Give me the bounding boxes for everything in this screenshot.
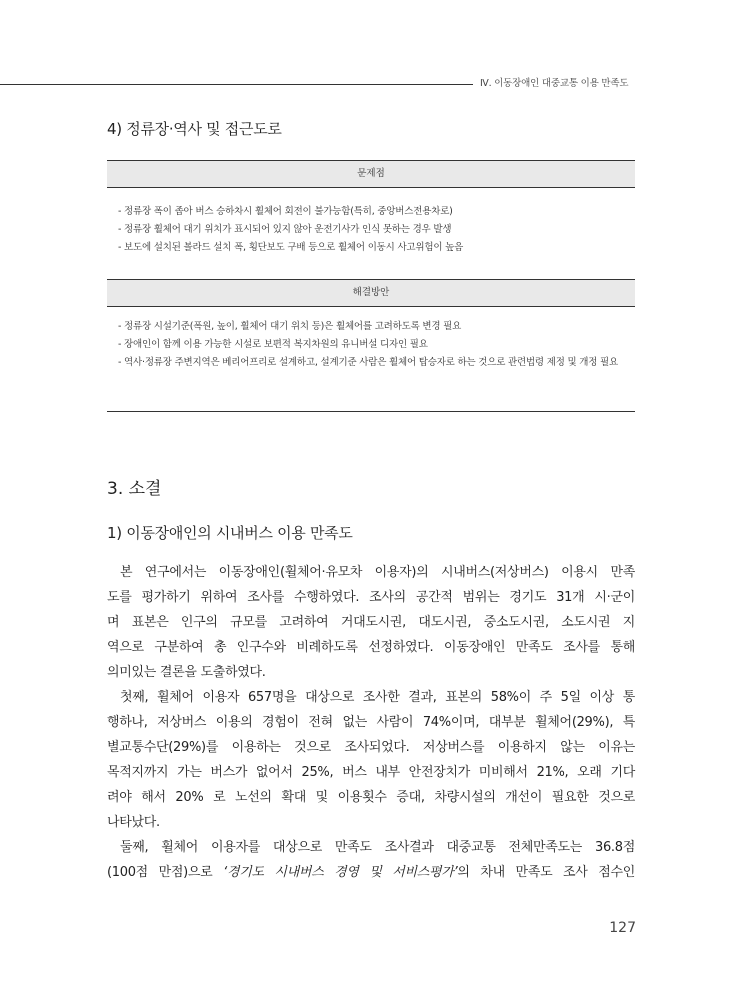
running-header: Ⅳ. 이동장애인 대중교통 이용 만족도 [480,78,629,89]
solutions-box-heading: 해결방안 [107,279,635,307]
paragraph-line: 의미있는 결론을 도출하였다. [107,665,266,680]
solution-item: - 역사·정류장 주변지역은 베리어프리로 설계하고, 설계기준 사람은 휠체어 탑승자로 하는 것으로 관련법령 제정 및 개정 필요 [118,357,619,368]
paragraph-line [107,860,635,885]
paragraph-line: 둘째, 휠체어 이용자를 대상으로 만족도 조사결과 대중교통 전체만족도는 36.8점 [120,840,635,855]
paragraph-line: 나타났다. [107,815,160,830]
paragraph-line: 행하나, 저상버스 이용의 경험이 전혀 없는 사람이 74%이며, 대부분 휠체어(29%), 특 [107,715,635,730]
solutions-box-bottom-rule [107,411,635,412]
paragraph-line: 본 연구에서는 이동장애인(휠체어·유모차 이용자)의 시내버스(저상버스) 이용시 만족 [120,565,635,580]
body-paragraph-3 [107,835,635,885]
subsection-title-4: 4) 정류장·역사 및 접근도로 [107,120,282,138]
paragraph-line: 려야 해서 20% 로 노선의 확대 및 이용횟수 증대, 차량시설의 개선이 필요한 것으로 [107,790,635,805]
page-number: 127 [609,920,636,936]
paragraph-line: 도를 평가하기 위하여 조사를 수행하였다. 조사의 공간적 범위는 경기도 31개 시·군이 [107,590,635,605]
subsection-title-1: 1) 이동장애인의 시내버스 이용 만족도 [107,524,353,542]
problem-item: - 보도에 설치된 볼라드 설치 폭, 횡단보도 구배 등으로 휠체어 이동시 사고위험이 높음 [118,242,464,253]
problem-item: - 정류장 폭이 좁아 버스 승하차시 휠체어 회전이 불가능함(특히, 중앙버스전용차로) [118,206,453,217]
paragraph-line: 며 표본은 인구의 규모를 고려하여 거대도시권, 대도시권, 중소도시권, 소도시권 지 [107,615,635,630]
text-segment: (100점 만점)으로 [107,865,224,880]
body-paragraph-1 [107,560,635,685]
paragraph-line: 목적지까지 가는 버스가 없어서 25%, 버스 내부 안전장치가 미비해서 21%, 오래 기다 [107,765,635,780]
solution-item: - 장애인이 함께 이용 가능한 시설로 보편적 복지차원의 유니버설 디자인 필요 [118,339,428,350]
paragraph-line: 첫째, 휠체어 이용자 657명을 대상으로 조사한 결과, 표본의 58%이 주 5일 이상 통 [120,690,635,705]
italic-citation: ‘경기도 시내버스 경영 및 서비스평가’ [223,865,458,880]
body-paragraph-2 [107,685,635,835]
problems-box-heading: 문제점 [107,160,635,188]
paragraph-line: 별교통수단(29%)를 이용하는 것으로 조사되었다. 저상버스를 이용하지 않는 이유는 [107,740,635,755]
text-segment: 의 차내 만족도 조사 점수인 [457,865,635,880]
solution-item: - 정류장 시설기준(폭원, 높이, 휠체어 대기 위치 등)은 휠체어를 고려하도록 변경 필요 [118,321,462,332]
paragraph-line: 역으로 구분하여 총 인구수와 비례하도록 선정하였다. 이동장애인 만족도 조사를 통해 [107,640,635,655]
problems-list [107,203,635,257]
problem-item: - 정류장 휠체어 대기 위치가 표시되어 있지 않아 운전기사가 인식 못하는 경우 발생 [118,224,452,235]
section-title-3: 3. 소결 [107,479,162,499]
header-rule [0,84,473,85]
solutions-list [107,318,635,372]
